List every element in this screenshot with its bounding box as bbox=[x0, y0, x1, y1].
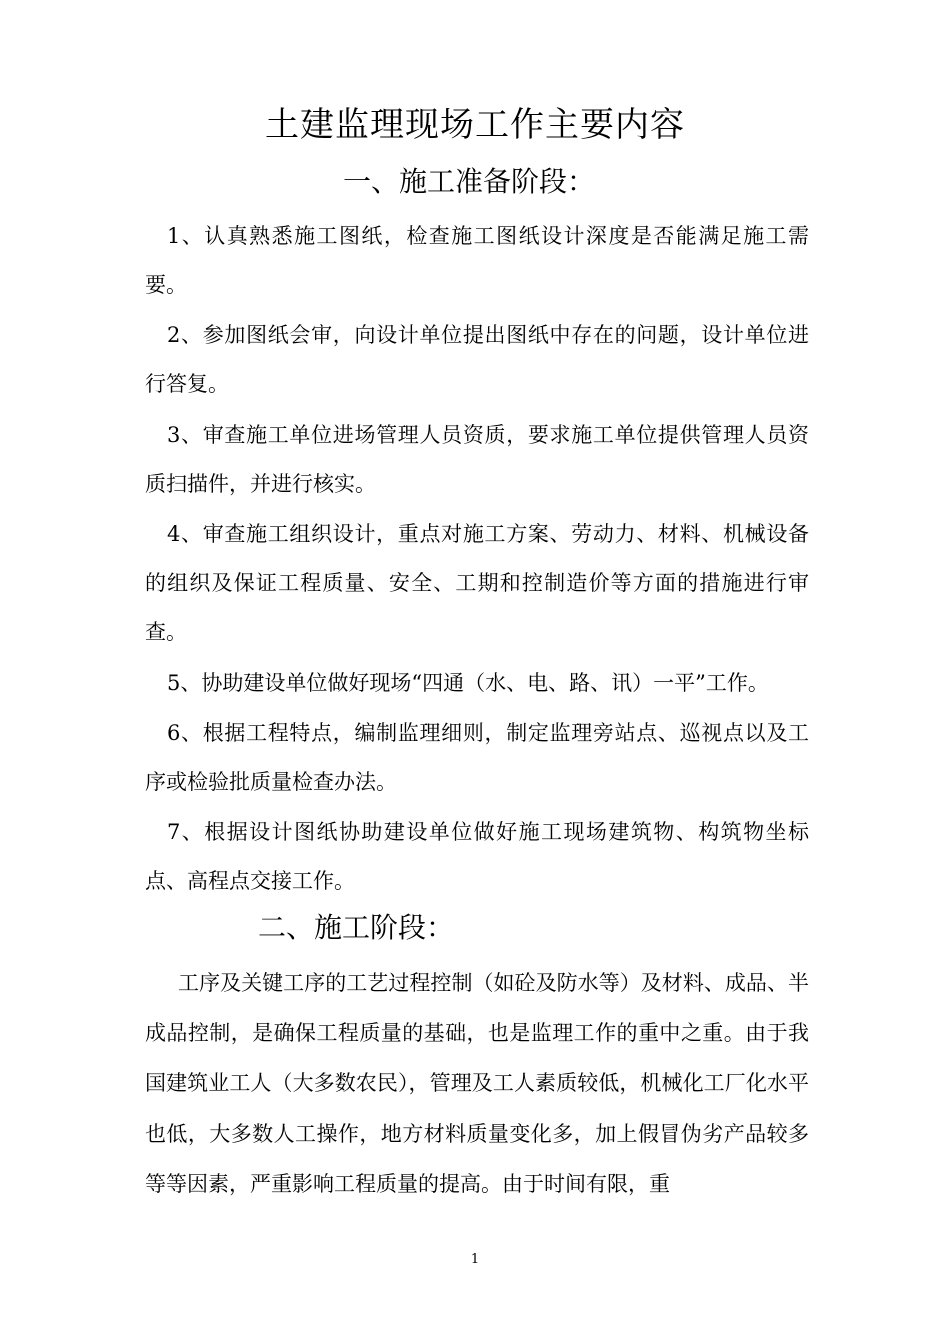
document-title: 土建监理现场工作主要内容 bbox=[265, 105, 685, 145]
paragraph-item-7: 7、根据设计图纸协助建设单位做好施工现场建筑物、构筑物坐标点、高程点交接工作。 bbox=[145, 820, 809, 893]
paragraph-item-5: 5、协助建设单位做好现场“四通（水、电、路、讯）一平”工作。 bbox=[167, 671, 769, 695]
paragraph-item-4: 4、审查施工组织设计，重点对施工方案、劳动力、材料、机械设备的组织及保证工程质量、安全、工期和控制造价等方面的措施进行审查。 bbox=[145, 522, 809, 644]
page-number: 1 bbox=[470, 1252, 480, 1267]
section-heading-preparation: 一、施工准备阶段： bbox=[343, 165, 596, 198]
paragraph-item-6: 6、根据工程特点，编制监理细则，制定监理旁站点、巡视点以及工序或检验批质量检查办法。 bbox=[145, 721, 809, 794]
paragraph-item-1: 1、认真熟悉施工图纸，检查施工图纸设计深度是否能满足施工需要。 bbox=[145, 224, 809, 297]
paragraph-item-2: 2、参加图纸会审，向设计单位提出图纸中存在的问题，设计单位进行答复。 bbox=[145, 323, 809, 396]
section-heading-construction: 二、施工阶段： bbox=[258, 911, 455, 944]
paragraph-item-3: 3、审查施工单位进场管理人员资质，要求施工单位提供管理人员资质扫描件，并进行核实。 bbox=[145, 423, 809, 496]
paragraph-construction-body: 工序及关键工序的工艺过程控制（如砼及防水等）及材料、成品、半成品控制，是确保工程质量的基础，也是监理工作的重中之重。由于我国建筑业工人（大多数农民），管理及工人素质较低，机械化工厂化水平也低，大多数人工操作，地方材料质量变化多，加上假冒伪劣产品较多等等因素，严重影响工程质量的提高。由于时间有限，重 bbox=[145, 971, 809, 1196]
